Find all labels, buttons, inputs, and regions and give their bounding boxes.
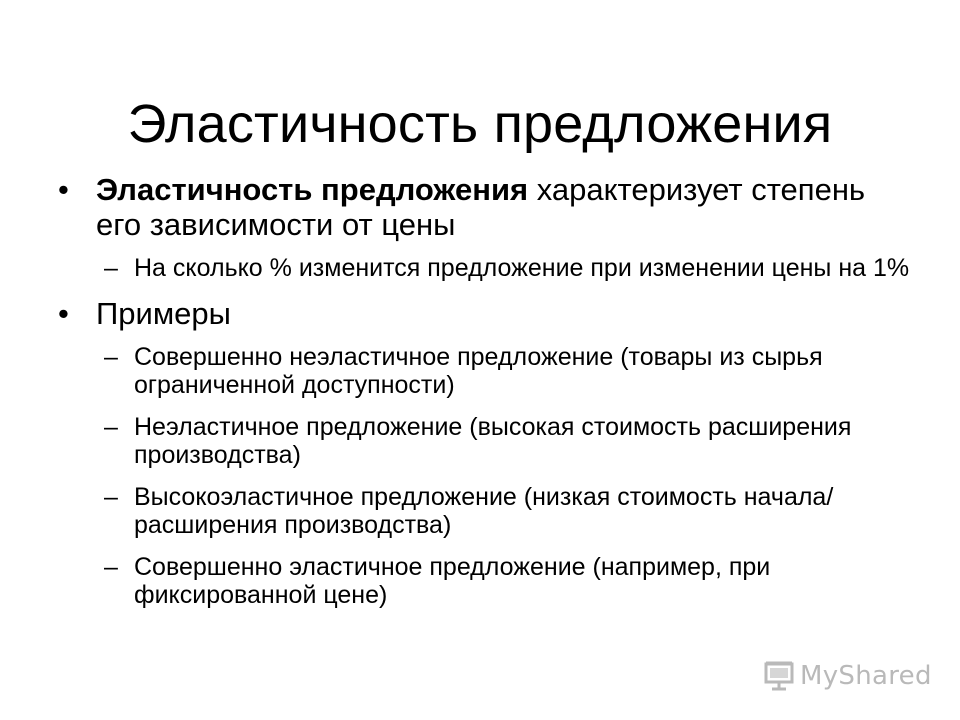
dash-icon: – <box>104 483 118 511</box>
sub-bullet-text: Совершенно неэластичное предложение (товары из сырья ограниченной доступности) <box>134 343 823 399</box>
dash-icon: – <box>104 553 118 581</box>
watermark-text: MyShared <box>800 661 932 691</box>
slide-title: Эластичность предложения <box>127 94 833 155</box>
bullet-text: характеризует степень его зависимости от цены <box>96 172 866 242</box>
dash-icon: – <box>104 254 118 282</box>
watermark-logo <box>764 656 934 696</box>
sub-bullet-item <box>58 483 918 539</box>
sub-bullet-item <box>58 254 918 282</box>
bullet-text: Примеры <box>96 296 231 331</box>
sub-bullet-text: Высокоэластичное предложение (низкая стоимость начала/расширения производства) <box>134 483 834 539</box>
slide-content <box>58 172 918 623</box>
bullet-icon: • <box>58 296 69 331</box>
sub-bullet-item <box>58 553 918 609</box>
dash-icon: – <box>104 343 118 371</box>
presentation-board-icon <box>764 661 794 691</box>
dash-icon: – <box>104 413 118 441</box>
bullet-bold-term: Эластичность предложения <box>96 172 529 207</box>
bullet-item <box>58 172 918 242</box>
bullet-item <box>58 296 918 331</box>
sub-bullet-text: Совершенно эластичное предложение (например, при фиксированной цене) <box>134 553 771 609</box>
sub-bullet-text: На сколько % изменится предложение при изменении цены на 1% <box>134 254 910 282</box>
sub-bullet-item <box>58 413 918 469</box>
sub-bullet-text: Неэластичное предложение (высокая стоимость расширения производства) <box>134 413 852 469</box>
bullet-icon: • <box>58 172 69 207</box>
sub-bullet-item <box>58 343 918 399</box>
